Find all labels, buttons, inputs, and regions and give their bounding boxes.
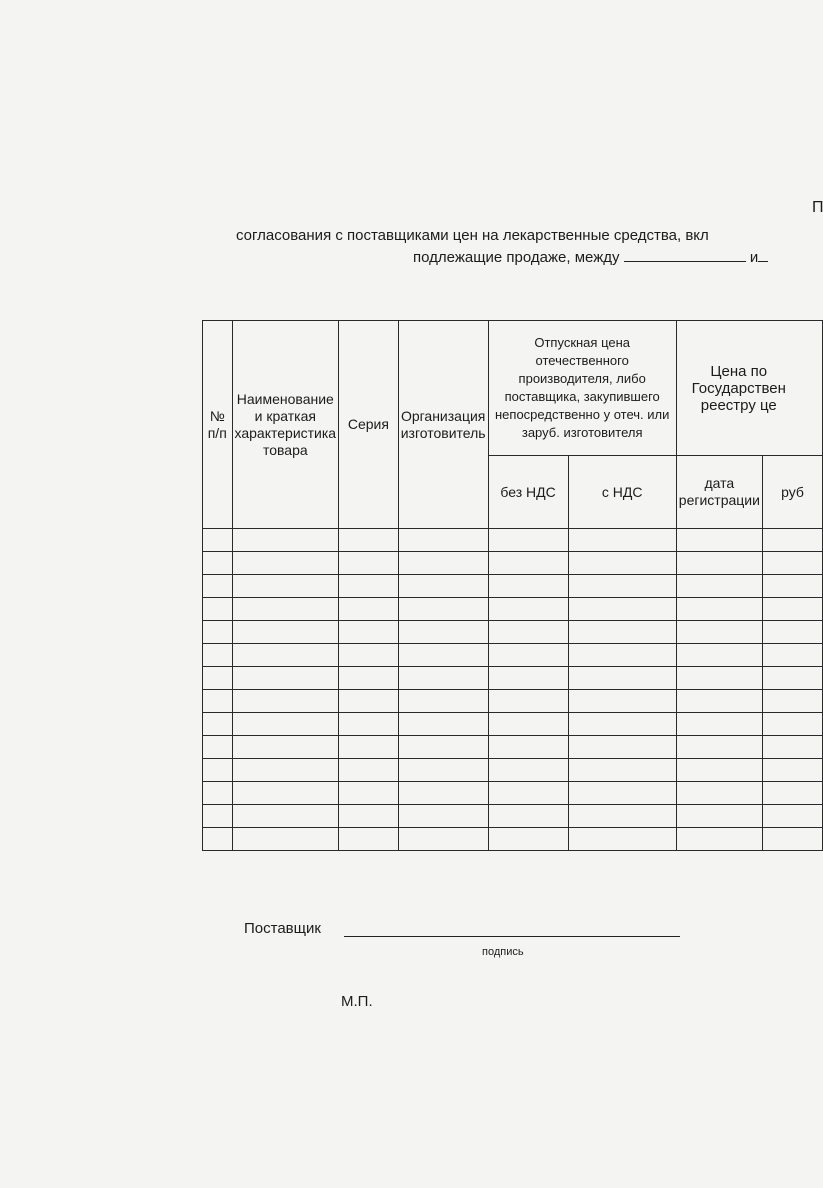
table-row [203, 667, 823, 690]
title-and: и [749, 249, 759, 266]
table-row [203, 575, 823, 598]
table-row [203, 621, 823, 644]
party-2-blank[interactable] [758, 249, 768, 262]
registry-price-text: Цена по Государствен реестру це [691, 362, 786, 414]
title-line-1: согласования с поставщиками цен на лекарственные средства, вкл [236, 227, 709, 244]
header-manufacturer: Организация изготовитель [398, 321, 488, 529]
header-with-vat: с НДС [568, 456, 676, 529]
table-row [203, 529, 823, 552]
stamp-label: М.П. [341, 993, 373, 1010]
title-line-2-text: подлежащие продаже, между [413, 249, 620, 266]
table-row [203, 713, 823, 736]
header-number: № п/п [203, 321, 233, 529]
table-row [203, 805, 823, 828]
table-row [203, 690, 823, 713]
table-row [203, 828, 823, 851]
table-row [203, 552, 823, 575]
table-row [203, 759, 823, 782]
header-rub: руб [762, 456, 822, 529]
header-without-vat: без НДС [488, 456, 568, 529]
header-registry-price-group [676, 321, 822, 456]
party-1-blank[interactable] [624, 249, 746, 262]
table-row [203, 782, 823, 805]
price-agreement-table [202, 320, 823, 851]
supplier-label: Поставщик [244, 920, 321, 937]
signature-caption: подпись [482, 946, 524, 958]
table-row [203, 644, 823, 667]
title-partial: П [812, 199, 823, 216]
header-series: Серия [339, 321, 399, 529]
header-manufacturer-price-group: Отпускная цена отечественного производителя, либо поставщика, закупившего непосредственно у отеч. или заруб. изготовителя [488, 321, 676, 456]
header-registration-date: дата регистрации [676, 456, 762, 529]
signature-line[interactable] [344, 936, 680, 937]
title-line-2 [413, 249, 768, 266]
header-row-1 [203, 321, 823, 456]
table-row [203, 736, 823, 759]
header-name: Наименование и краткая характеристика товара [232, 321, 339, 529]
table-row [203, 598, 823, 621]
